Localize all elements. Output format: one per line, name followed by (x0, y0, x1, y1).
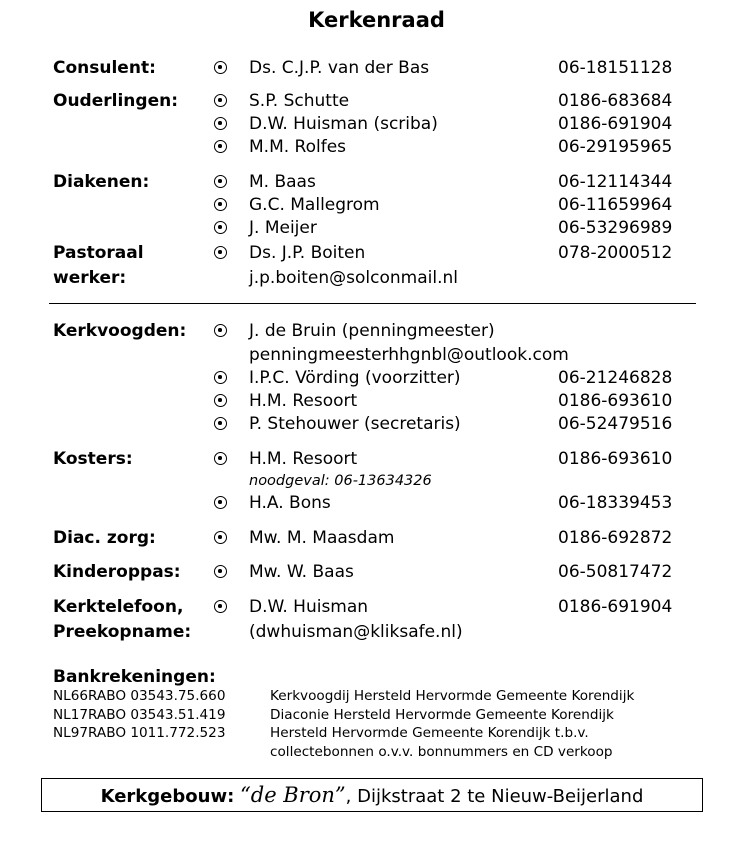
member-phone: 0186-693610 (558, 449, 673, 469)
label-kinderoppas: Kinderoppas: (53, 562, 181, 582)
label-werker: werker: (53, 268, 127, 288)
member-name: Mw. W. Baas (249, 562, 354, 582)
member-phone: 0186-692872 (558, 528, 673, 548)
label-diac-zorg: Diac. zorg: (53, 528, 156, 548)
member-phone: 078-2000512 (558, 243, 673, 263)
bullet-icon (214, 394, 227, 407)
bank-iban: NL97RABO 1011.772.523 (53, 725, 226, 741)
page-title: Kerkenraad (308, 8, 445, 32)
label-ouderlingen: Ouderlingen: (53, 91, 178, 111)
member-name: Ds. C.J.P. van der Bas (249, 58, 430, 78)
member-phone: 06-18339453 (558, 493, 673, 513)
bullet-icon (214, 140, 227, 153)
member-email: j.p.boiten@solconmail.nl (249, 268, 458, 288)
bullet-icon (214, 221, 227, 234)
bullet-icon (214, 417, 227, 430)
bullet-icon (214, 531, 227, 544)
bullet-icon (214, 565, 227, 578)
member-email: (dwhuisman@kliksafe.nl) (249, 622, 463, 642)
member-phone: 0186-683684 (558, 91, 673, 111)
bank-iban: NL66RABO 03543.75.660 (53, 688, 226, 704)
bank-description: Hersteld Hervormde Gemeente Korendijk t.b.v. (270, 725, 589, 741)
footer-label: Kerkgebouw: (100, 786, 235, 807)
bullet-icon (214, 198, 227, 211)
member-phone: 0186-691904 (558, 597, 673, 617)
label-pastoraal: Pastoraal (53, 243, 144, 263)
member-name: Mw. M. Maasdam (249, 528, 395, 548)
member-name: H.A. Bons (249, 493, 331, 513)
label-consulent: Consulent: (53, 58, 156, 78)
member-phone: 06-50817472 (558, 562, 673, 582)
member-name: P. Stehouwer (secretaris) (249, 414, 461, 434)
member-name: G.C. Mallegrom (249, 195, 380, 215)
member-phone: 06-21246828 (558, 368, 673, 388)
bullet-icon (214, 94, 227, 107)
bullet-icon (214, 452, 227, 465)
bank-description: collectebonnen o.v.v. bonnummers en CD verkoop (270, 744, 613, 760)
bullet-icon (214, 496, 227, 509)
divider (49, 303, 696, 304)
label-kerkvoogden: Kerkvoogden: (53, 321, 187, 341)
member-name: D.W. Huisman (scriba) (249, 114, 438, 134)
member-name: M. Baas (249, 172, 316, 192)
member-name: H.M. Resoort (249, 449, 358, 469)
member-phone: 06-29195965 (558, 137, 673, 157)
member-phone: 06-12114344 (558, 172, 673, 192)
church-address-box (41, 778, 703, 812)
member-phone: 06-52479516 (558, 414, 673, 434)
church-address: , Dijkstraat 2 te Nieuw-Beijerland (345, 786, 644, 807)
member-name: D.W. Huisman (249, 597, 369, 617)
member-name: S.P. Schutte (249, 91, 350, 111)
member-phone: 06-11659964 (558, 195, 673, 215)
label-diakenen: Diakenen: (53, 172, 150, 192)
bullet-icon (214, 246, 227, 259)
bank-heading: Bankrekeningen: (53, 667, 216, 687)
bullet-icon (214, 600, 227, 613)
church-name: “de Bron” (240, 783, 346, 807)
member-name: J. de Bruin (penningmeester) (249, 321, 495, 341)
bullet-icon (214, 371, 227, 384)
bank-iban: NL17RABO 03543.51.419 (53, 707, 226, 723)
member-name: H.M. Resoort (249, 391, 358, 411)
member-name: J. Meijer (249, 218, 317, 238)
member-name: Ds. J.P. Boiten (249, 243, 366, 263)
bank-description: Diaconie Hersteld Hervormde Gemeente Korendijk (270, 707, 614, 723)
member-email: penningmeesterhhgnbl@outlook.com (249, 345, 569, 365)
emergency-note: noodgeval: 06-13634326 (249, 473, 432, 489)
bullet-icon (214, 175, 227, 188)
member-name: I.P.C. Vörding (voorzitter) (249, 368, 461, 388)
label-kosters: Kosters: (53, 449, 133, 469)
member-phone: 0186-691904 (558, 114, 673, 134)
bullet-icon (214, 61, 227, 74)
bullet-icon (214, 324, 227, 337)
member-phone: 06-18151128 (558, 58, 673, 78)
bullet-icon (214, 117, 227, 130)
member-name: M.M. Rolfes (249, 137, 347, 157)
member-phone: 0186-693610 (558, 391, 673, 411)
bank-description: Kerkvoogdij Hersteld Hervormde Gemeente Korendijk (270, 688, 635, 704)
label-preekopname: Preekopname: (53, 622, 192, 642)
member-phone: 06-53296989 (558, 218, 673, 238)
label-kerktelefoon: Kerktelefoon, (53, 597, 184, 617)
